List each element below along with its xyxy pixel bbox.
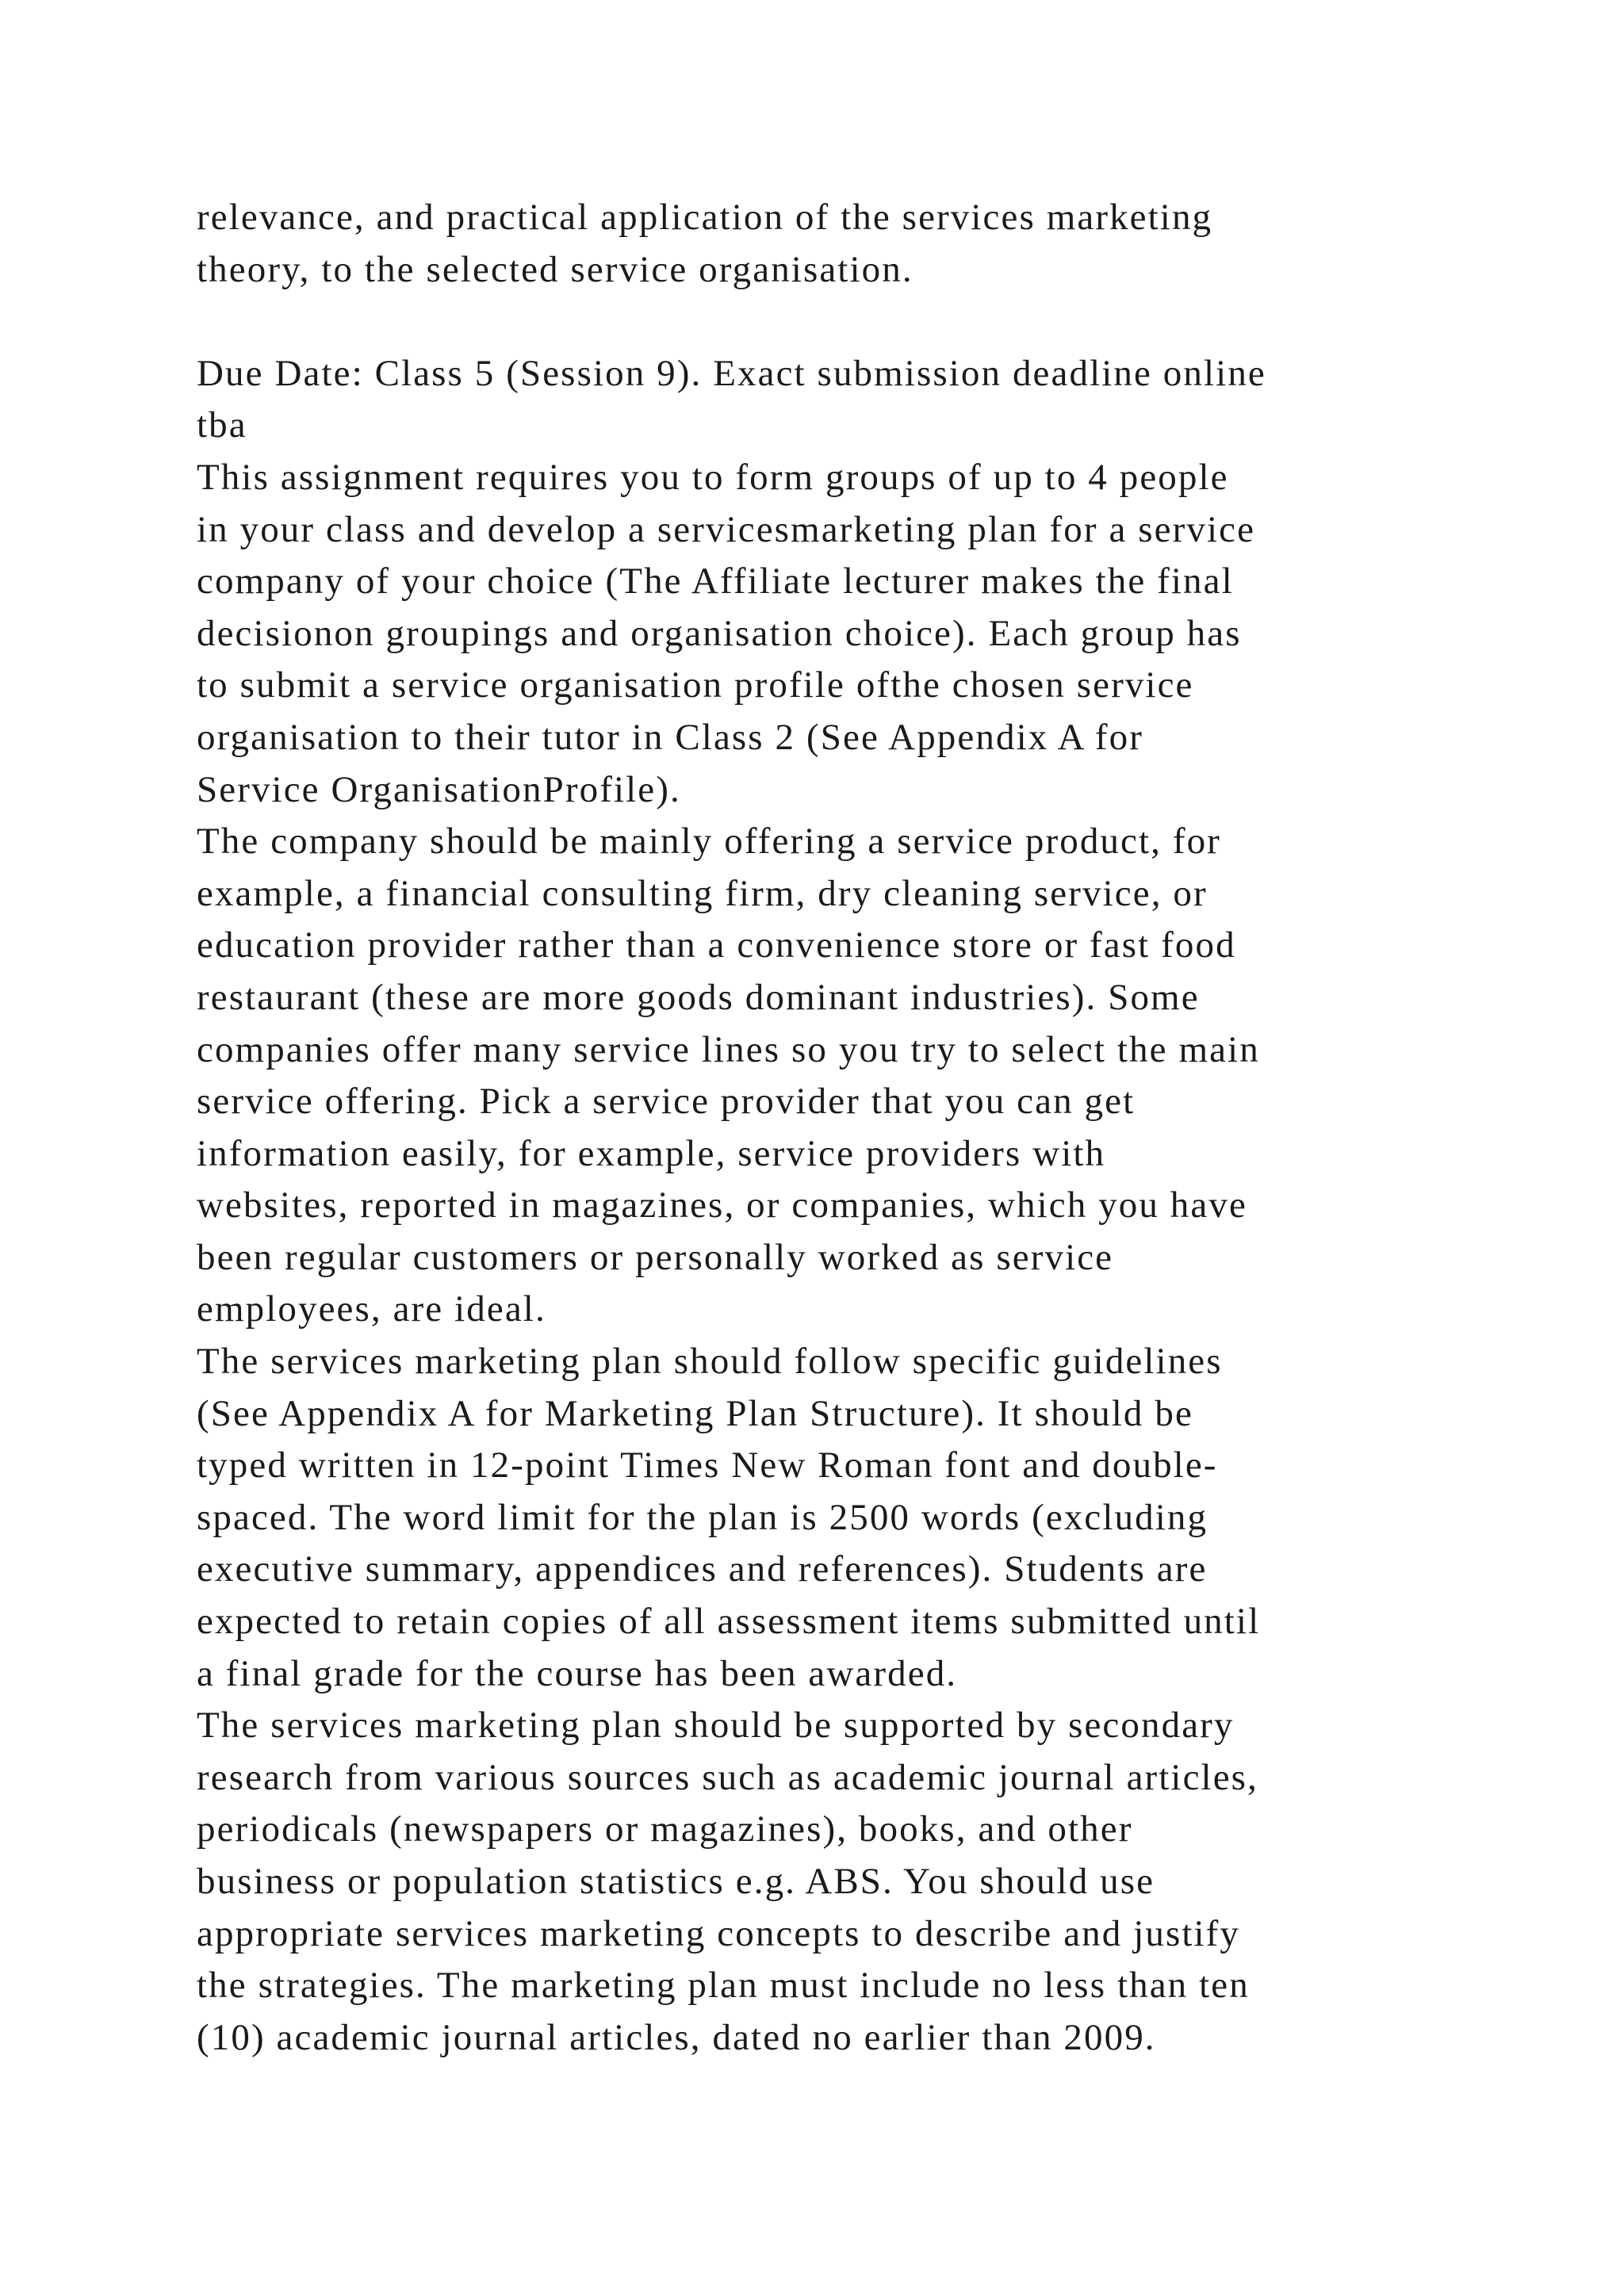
text-line: to submit a service organisation profile ofthe chosen service [197,664,1194,706]
text-line: service offering. Pick a service provider that you can get [197,1081,1136,1123]
text-line: education provider rather than a convenience store or fast food [197,924,1236,966]
text-line: (See Appendix A for Marketing Plan Structure). It should be [197,1392,1193,1434]
text-line: in your class and develop a servicesmarketing plan for a service [197,508,1256,550]
text-line: business or population statistics e.g. ABS. You should use [197,1861,1155,1902]
text-line: websites, reported in magazines, or companies, which you have [197,1184,1247,1226]
text-line: information easily, for example, service providers with [197,1132,1106,1174]
text-line: decisionon groupings and organisation choice). Each group has [197,612,1242,654]
text-line: theory, to the selected service organisation. [197,248,914,290]
document-body [197,192,1497,2064]
text-line: employees, are ideal. [197,1288,546,1330]
text-line: executive summary, appendices and references). Students are [197,1548,1208,1590]
text-line: periodicals (newspapers or magazines), books, and other [197,1808,1133,1850]
text-line: This assignment requires you to form groups of up to 4 people [197,456,1229,498]
text-line: The company should be mainly offering a service product, for [197,821,1221,863]
text-line: been regular customers or personally worked as service [197,1236,1114,1278]
text-line: Due Date: Class 5 (Session 9). Exact submission deadline online [197,352,1266,394]
text-line: relevance, and practical application of the services marketing [197,197,1213,238]
text-line: example, a financial consulting firm, dry cleaning service, or [197,872,1208,914]
text-line: The services marketing plan should be supported by secondary [197,1705,1235,1747]
text-line: research from various sources such as academic journal articles, [197,1756,1258,1798]
text-line: The services marketing plan should follow specific guidelines [197,1341,1223,1383]
text-line: the strategies. The marketing plan must include no less than ten [197,1965,1250,2007]
text-line: spaced. The word limit for the plan is 2500 words (excluding [197,1496,1208,1538]
text-line: companies offer many service lines so you try to select the main [197,1028,1260,1070]
text-line: restaurant (these are more goods dominant industries). Some [197,976,1200,1018]
paragraph-gap [197,296,1497,348]
text-line: expected to retain copies of all assessment items submitted until [197,1601,1261,1643]
text-line: a final grade for the course has been awarded. [197,1652,958,1694]
text-line: (10) academic journal articles, dated no earlier than 2009. [197,2016,1156,2058]
text-line: appropriate services marketing concepts to describe and justify [197,1912,1241,1954]
text-line: Service OrganisationProfile). [197,768,681,810]
text-line: typed written in 12-point Times New Roman font and double- [197,1445,1218,1487]
text-line: tba [197,404,247,446]
text-line: organisation to their tutor in Class 2 (See Appendix A for [197,716,1143,758]
text-line: company of your choice (The Affiliate lecturer makes the final [197,561,1234,603]
